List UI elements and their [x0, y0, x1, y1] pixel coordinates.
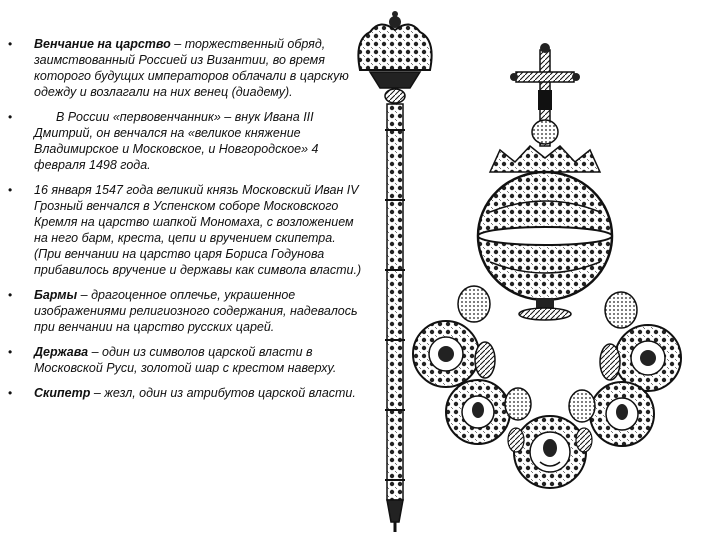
bullet-dot: • — [8, 37, 13, 51]
regalia-illustrations — [340, 0, 720, 540]
bullet-item — [8, 36, 366, 100]
bullet-dot: • — [8, 110, 13, 124]
bullet-item — [8, 287, 366, 335]
scepter-illustration — [358, 11, 431, 532]
bullet-term: Скипетр — [34, 386, 91, 400]
bullet-item — [8, 182, 366, 278]
orb-illustration — [478, 43, 612, 320]
bullet-dot: • — [8, 386, 13, 400]
bullet-term: Венчание на царство — [34, 37, 171, 51]
bullet-dot: • — [8, 345, 13, 359]
bullet-text: – один из символов царской власти в Московской Руси, золотой шар с крестом наверху. — [34, 345, 337, 375]
bullet-term: Держава — [34, 345, 89, 359]
bullet-text: – драгоценное оплечье, украшенное изображениями религиозного содержания, надевалось при венчании на царство русских царей. — [34, 288, 358, 334]
bullet-text: – торжественный обряд, заимствованный Россией из Византии, во время которого будущих императоров облачали в царскую одежду и возлагали на них венец (диадему). — [34, 37, 349, 99]
bullet-text: 16 января 1547 года великий князь Московский Иван IV Грозный венчался в Успенском соборе Московского Кремля на царство шапкой Мономаха, с возложением на него барм, креста, цепи и вручением скипетра. (При венчании на царство царя Бориса Годунова прибавилось вручение и державы как символа власти.) — [34, 183, 362, 277]
bullet-item — [8, 385, 366, 401]
bullet-dot: • — [8, 288, 13, 302]
bullet-item — [8, 344, 366, 376]
bullet-term: Бармы — [34, 288, 78, 302]
bullet-dot: • — [8, 183, 13, 197]
bullet-text: В России «первовенчанник» – внук Ивана III Дмитрий, он венчался на «великое княжение Владимирское и Московское, и Новгородское» 4 февраля 1498 года. — [34, 110, 319, 172]
bullet-text: – жезл, один из атрибутов царской власти. — [90, 386, 356, 400]
bullet-list — [8, 36, 366, 410]
bullet-item — [8, 109, 366, 173]
